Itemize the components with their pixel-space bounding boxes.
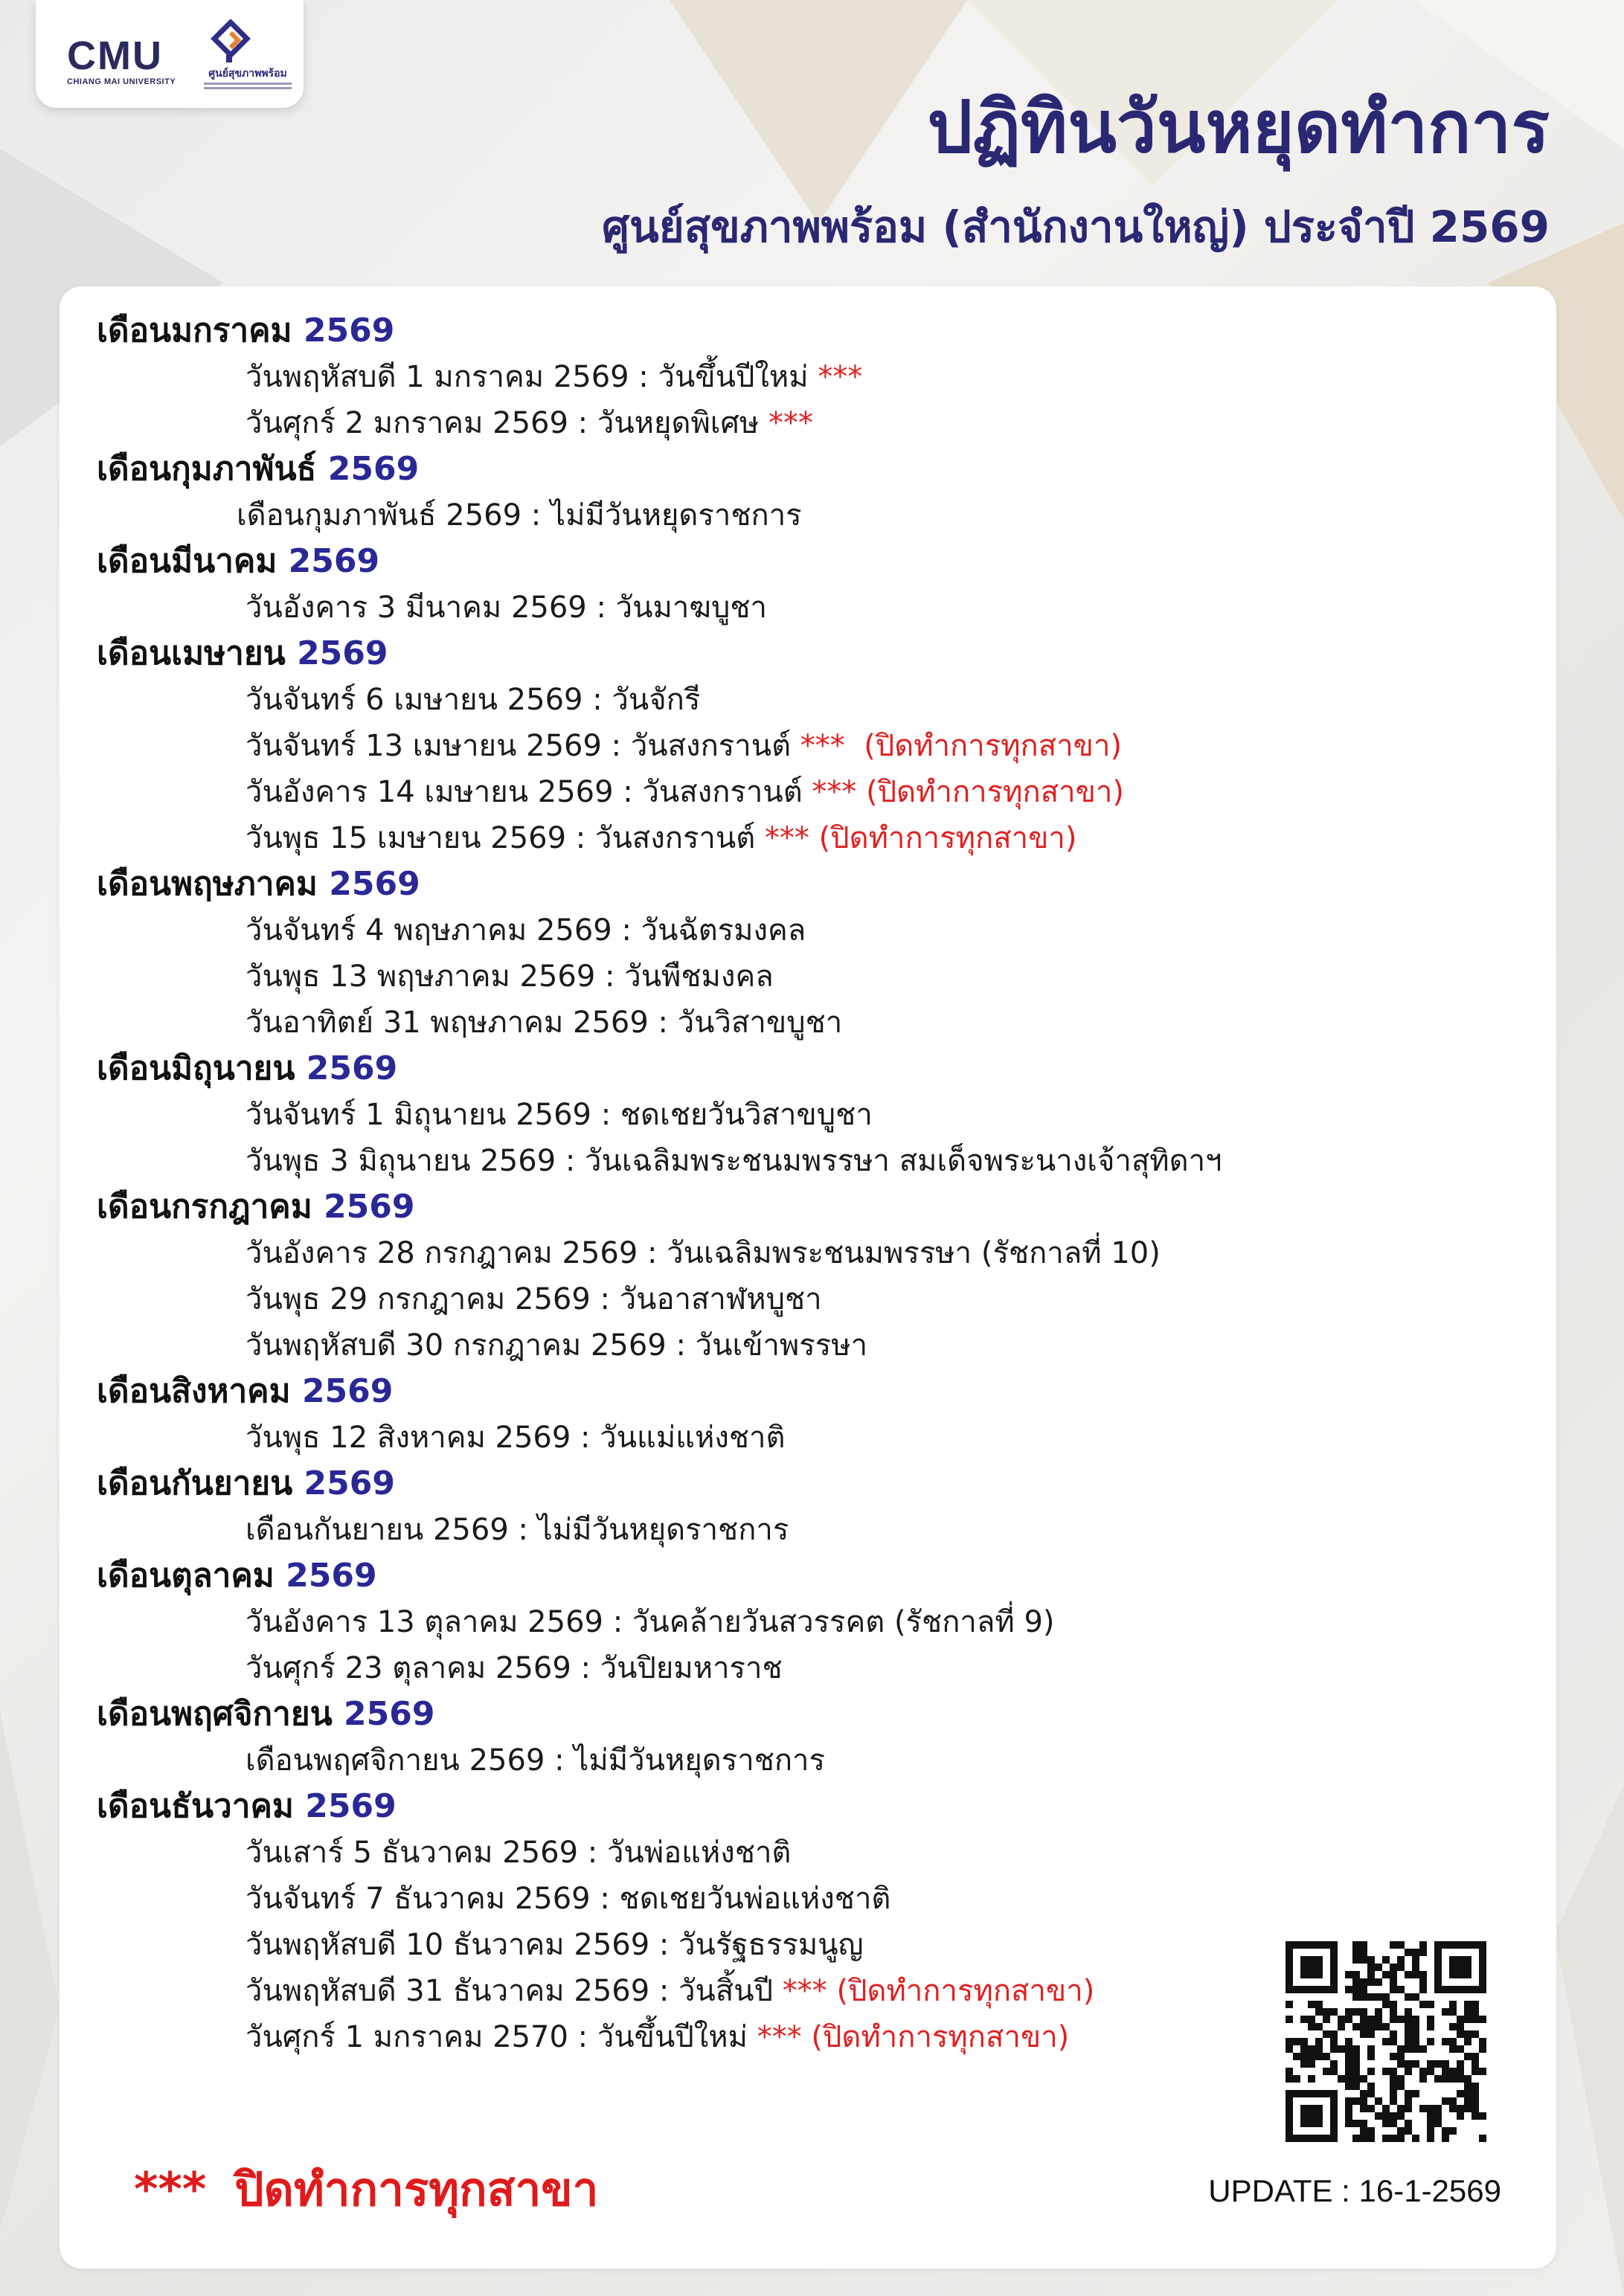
holiday-item bbox=[97, 908, 1361, 954]
holiday-item bbox=[97, 1277, 1361, 1323]
month-year: 2569 bbox=[304, 1464, 395, 1502]
holiday-text: วันจันทร์ 1 มิถุนายน 2569 : ชดเชยวันวิสาขบูชา bbox=[245, 1098, 873, 1132]
holiday-item bbox=[97, 2015, 1361, 2061]
holiday-item bbox=[97, 1923, 1361, 1969]
holiday-item bbox=[97, 1139, 1361, 1185]
holiday-text: วันจันทร์ 4 พฤษภาคม 2569 : วันฉัตรมงคล bbox=[245, 913, 806, 948]
holiday-text: วันศุกร์ 1 มกราคม 2570 : วันขึ้นปีใหม่ bbox=[245, 2020, 748, 2054]
closed-marker: *** bbox=[773, 1974, 827, 2008]
holiday-text: วันพฤหัสบดี 31 ธันวาคม 2569 : วันสิ้นปี bbox=[245, 1974, 774, 2008]
month-heading bbox=[97, 1461, 1361, 1508]
holiday-item bbox=[97, 770, 1361, 816]
holiday-text: วันอังคาร 14 เมษายน 2569 : วันสงกรานต์ bbox=[245, 775, 803, 809]
holiday-item bbox=[97, 1231, 1361, 1277]
holiday-text: วันอังคาร 3 มีนาคม 2569 : วันมาฆบูชา bbox=[245, 591, 767, 625]
holiday-text: วันพุธ 3 มิถุนายน 2569 : วันเฉลิมพระชนมพรรษา สมเด็จพระนางเจ้าสุทิดาฯ bbox=[245, 1144, 1222, 1178]
cmu-logo: CMU bbox=[67, 33, 163, 78]
month-year: 2569 bbox=[286, 1557, 377, 1595]
holiday-text: วันพฤหัสบดี 1 มกราคม 2569 : วันขึ้นปีใหม่ bbox=[245, 360, 809, 394]
cmu-logo-subtext: CHIANG MAI UNIVERSITY bbox=[67, 77, 176, 86]
holiday-text: วันเสาร์ 5 ธันวาคม 2569 : วันพ่อแห่งชาติ bbox=[245, 1836, 792, 1870]
month-year: 2569 bbox=[329, 865, 420, 903]
holiday-text: วันอังคาร 13 ตุลาคม 2569 : วันคล้ายวันสวรรคต (รัชกาลที่ 9) bbox=[245, 1605, 1055, 1639]
month-name: เดือนกุมภาพันธ์ bbox=[97, 450, 317, 488]
month-year: 2569 bbox=[301, 1372, 394, 1410]
month-name: เดือนมิถุนายน bbox=[97, 1049, 295, 1087]
holiday-item bbox=[97, 1323, 1361, 1369]
holiday-item bbox=[97, 954, 1361, 1000]
month-name: เดือนพฤษภาคม bbox=[97, 865, 318, 903]
logo-block bbox=[36, 0, 304, 108]
closed-note: (ปิดทำการทุกสาขา) bbox=[809, 821, 1077, 855]
center-logo-subtext bbox=[199, 80, 296, 95]
holiday-list bbox=[97, 309, 1361, 2061]
month-name: เดือนกรกฎาคม bbox=[97, 1188, 312, 1226]
holiday-item bbox=[97, 1969, 1361, 2015]
holiday-item bbox=[97, 1000, 1361, 1046]
holiday-text: วันพุธ 29 กรกฎาคม 2569 : วันอาสาฬหบูชา bbox=[245, 1282, 822, 1316]
page-subtitle: ศูนย์สุขภาพพร้อม (สำนักงานใหญ่) ประจำปี 2569 bbox=[602, 202, 1550, 252]
month-year: 2569 bbox=[327, 450, 420, 488]
closed-marker: *** bbox=[759, 406, 813, 440]
holiday-text: วันจันทร์ 6 เมษายน 2569 : วันจักรี bbox=[245, 683, 701, 717]
month-name: เดือนธันวาคม bbox=[97, 1787, 294, 1825]
month-name: เดือนสิงหาคม bbox=[97, 1372, 291, 1410]
month-heading bbox=[97, 1692, 1361, 1738]
month-name: เดือนตุลาคม bbox=[97, 1557, 275, 1595]
holiday-item bbox=[97, 401, 1361, 447]
month-name: เดือนกันยายน bbox=[97, 1464, 293, 1502]
holiday-text: เดือนพฤศจิกายน 2569 : ไม่มีวันหยุดราชการ bbox=[245, 1743, 826, 1778]
holiday-text: วันพุธ 13 พฤษภาคม 2569 : วันพืชมงคล bbox=[245, 959, 774, 994]
legend-stars: *** bbox=[134, 2162, 207, 2216]
holiday-text: วันอังคาร 28 กรกฎาคม 2569 : วันเฉลิมพระชนมพรรษา (รัชกาลที่ 10) bbox=[245, 1236, 1161, 1270]
holiday-text: วันจันทร์ 7 ธันวาคม 2569 : ชดเชยวันพ่อแห่งชาติ bbox=[245, 1882, 891, 1916]
month-year: 2569 bbox=[288, 542, 380, 580]
holiday-text: วันพุธ 15 เมษายน 2569 : วันสงกรานต์ bbox=[245, 821, 756, 855]
holiday-text: วันศุกร์ 2 มกราคม 2569 : วันหยุดพิเศษ bbox=[245, 406, 760, 440]
month-heading bbox=[97, 862, 1361, 908]
closed-note: (ปิดทำการทุกสาขา) bbox=[856, 775, 1124, 809]
holiday-text: วันพุธ 12 สิงหาคม 2569 : วันแม่แห่งชาติ bbox=[245, 1421, 786, 1455]
month-heading bbox=[97, 1784, 1361, 1830]
holiday-item bbox=[97, 678, 1361, 724]
legend-text: ปิดทำการทุกสาขา bbox=[234, 2162, 599, 2216]
holiday-item bbox=[97, 1877, 1361, 1923]
month-heading bbox=[97, 1185, 1361, 1231]
holiday-item bbox=[97, 1508, 1361, 1554]
closed-note: (ปิดทำการทุกสาขา) bbox=[801, 2020, 1070, 2054]
month-year: 2569 bbox=[303, 312, 395, 350]
holiday-text: วันอาทิตย์ 31 พฤษภาคม 2569 : วันวิสาขบูชา bbox=[245, 1006, 843, 1040]
holiday-item bbox=[97, 1415, 1361, 1461]
holiday-item bbox=[97, 585, 1361, 631]
center-logo-name: ศูนย์สุขภาพพร้อม bbox=[208, 67, 287, 79]
qr-code bbox=[1286, 1941, 1486, 2142]
holiday-item bbox=[97, 724, 1361, 770]
holiday-text: วันศุกร์ 23 ตุลาคม 2569 : วันปิยมหาราช bbox=[245, 1651, 783, 1685]
closed-note: (ปิดทำการทุกสาขา) bbox=[844, 729, 1123, 763]
closed-marker: *** bbox=[755, 821, 809, 855]
legend bbox=[134, 2153, 599, 2226]
month-name: เดือนมกราคม bbox=[97, 312, 292, 350]
month-year: 2569 bbox=[306, 1049, 398, 1087]
month-heading bbox=[97, 447, 1361, 493]
holiday-item bbox=[97, 1830, 1361, 1877]
month-heading bbox=[97, 539, 1361, 585]
month-heading bbox=[97, 631, 1361, 678]
month-name: เดือนมีนาคม bbox=[97, 542, 277, 580]
month-name: เดือนพฤศจิกายน bbox=[97, 1695, 333, 1733]
holiday-text: เดือนกุมภาพันธ์ 2569 : ไม่มีวันหยุดราชการ bbox=[237, 498, 802, 533]
holiday-text: วันจันทร์ 13 เมษายน 2569 : วันสงกรานต์ bbox=[245, 729, 792, 763]
month-year: 2569 bbox=[324, 1188, 415, 1226]
closed-marker: *** bbox=[808, 360, 863, 394]
closed-marker: *** bbox=[802, 775, 857, 809]
holiday-item bbox=[97, 1646, 1361, 1692]
month-year: 2569 bbox=[305, 1787, 397, 1825]
closed-marker: *** bbox=[748, 2020, 802, 2054]
holiday-item bbox=[97, 1600, 1361, 1646]
holiday-text: วันพฤหัสบดี 30 กรกฎาคม 2569 : วันเข้าพรรษา bbox=[245, 1328, 868, 1363]
closed-marker: *** bbox=[791, 729, 845, 763]
month-year: 2569 bbox=[297, 634, 388, 672]
closed-note: (ปิดทำการทุกสาขา) bbox=[827, 1974, 1095, 2008]
holiday-item bbox=[97, 816, 1361, 862]
month-heading bbox=[97, 1554, 1361, 1600]
holiday-item bbox=[97, 1738, 1361, 1784]
month-heading bbox=[97, 1046, 1361, 1093]
center-logo-icon bbox=[208, 19, 253, 64]
holiday-item bbox=[97, 493, 1361, 539]
update-date: UPDATE : 16-1-2569 bbox=[1208, 2173, 1501, 2208]
month-name: เดือนเมษายน bbox=[97, 634, 286, 672]
holiday-text: วันพฤหัสบดี 10 ธันวาคม 2569 : วันรัฐธรรมนูญ bbox=[245, 1928, 864, 1962]
month-heading bbox=[97, 1369, 1361, 1415]
holiday-item bbox=[97, 355, 1361, 401]
month-heading bbox=[97, 309, 1361, 355]
page-title: ปฏิทินวันหยุดทำการ bbox=[927, 86, 1550, 169]
holiday-item bbox=[97, 1093, 1361, 1139]
holiday-text: เดือนกันยายน 2569 : ไม่มีวันหยุดราชการ bbox=[245, 1513, 789, 1547]
month-year: 2569 bbox=[344, 1695, 435, 1733]
